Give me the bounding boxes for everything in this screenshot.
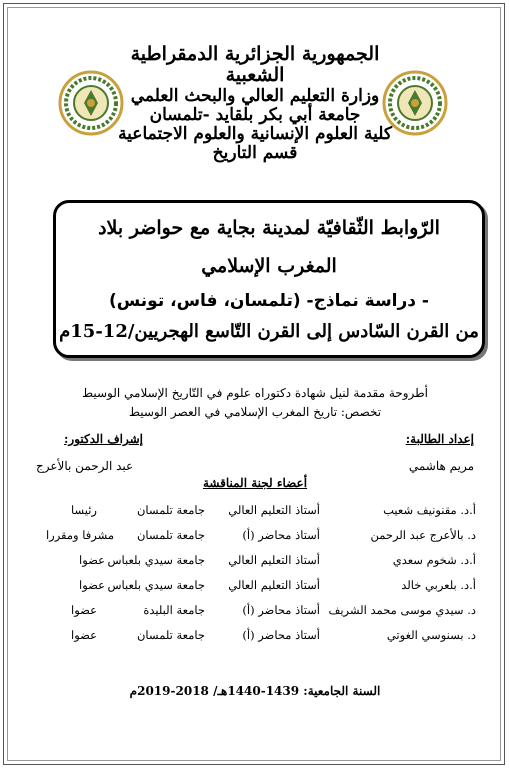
member-name: أ.د. شخوم سعدي [392,553,476,567]
committee-title: أعضاء لجنة المناقشة [202,476,308,490]
academic-year: السنة الجامعية: 1439-1440هـ/ 2018-2019م [129,684,381,698]
faculty-name: كلية العلوم الإنسانية والعلوم الاجتماعية [118,123,392,144]
member-role: عضوا [79,553,105,567]
university-name: جامعة أبي بكر بلقايد -تلمسان [149,104,361,125]
member-name: د. بالأعرج عبد الرحمن [370,528,476,542]
student-name: مريم هاشمي [408,459,474,473]
thesis-subtitle: - دراسة نماذج- (تلمسان، فاس، تونس) [108,291,429,311]
member-rank: أستاذ التعليم العالي [228,578,320,592]
member-role: عضوا [71,603,97,617]
member-rank: أستاذ محاضر (أ) [242,603,320,617]
member-rank: أستاذ التعليم العالي [228,553,320,567]
ministry-name: وزارة التعليم العالي والبحث العلمي [130,85,380,106]
member-rank: أستاذ محاضر (أ) [242,628,320,642]
thesis-title-line-1: الرّوابط الثّقافيّة لمدينة بجاية مع حواضر بلاد [98,217,440,239]
member-university: جامعة سيدي بلعباس [107,578,205,592]
member-role: رئيسا [71,503,97,517]
member-university: جامعة تلمسان [136,528,205,542]
thesis-title-line-2: المغرب الإسلامي [201,255,337,277]
member-rank: أستاذ التعليم العالي [228,503,320,517]
member-name: أ.د. بلعربي خالد [401,578,476,592]
supervisor-label: إشراف الدكتور: [64,432,144,446]
thesis-period: من القرن السّادس إلى القرن التّاسع الهجريين/12-15م [59,321,479,342]
member-university: جامعة تلمسان [136,628,205,642]
republic-name: الجمهورية الجزائرية الدمقراطية الشعبية [130,43,380,87]
member-university: جامعة تلمسان [136,503,205,517]
member-role: مشرفا ومقررا [45,528,114,542]
student-label: إعداد الطالبة: [405,432,474,446]
member-university: جامعة سيدي بلعباس [107,553,205,567]
member-university: جامعة البليدة [143,603,205,617]
member-name: د. سيدي موسى محمد الشريف [328,603,476,617]
member-name: أ.د. مقنونيف شعيب [383,503,476,517]
degree-statement: أطروحة مقدمة لنيل شهادة دكتوراه علوم في التّاريخ الإسلامي الوسيط [81,386,429,400]
thesis-title-box [53,200,485,358]
supervisor-name: عبد الرحمن بالأعرج [36,459,134,473]
member-name: د. بسنوسي الغوتي [386,628,476,642]
specialization: تخصص: تاريخ المغرب الإسلامي في العصر الوسيط [128,404,382,419]
thesis-description [20,384,490,421]
member-role: عضوا [79,578,105,592]
institution-header [100,44,410,163]
department-name: قسم التاريخ [212,142,298,163]
member-role: عضوا [71,628,97,642]
member-rank: أستاذ محاضر (أ) [242,528,320,542]
